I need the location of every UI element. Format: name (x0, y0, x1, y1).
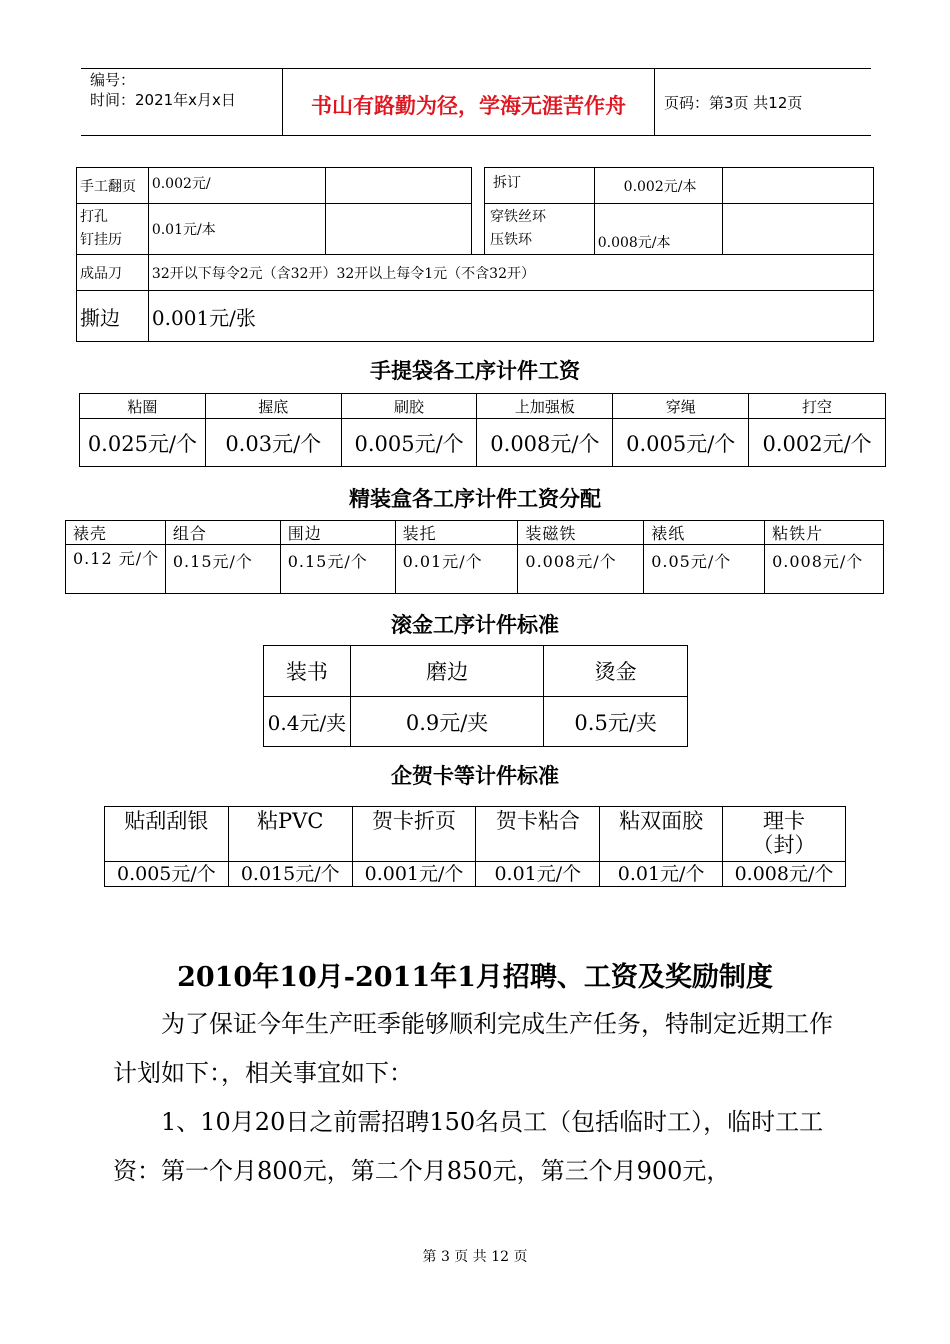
giftbox-rates-table (65, 520, 884, 594)
handbag-header-cell: 握底 (205, 394, 341, 419)
manual-flip-label: 手工翻页 (77, 168, 149, 204)
gilding-value-cell: 0.5元/夹 (544, 697, 688, 747)
handbag-value-cell: 0.005元/个 (613, 419, 749, 467)
punch-label-line2: 钉挂历 (80, 232, 122, 248)
wire-label-cell (485, 204, 595, 255)
handbag-section-title: 手提袋各工序计件工资 (370, 358, 580, 383)
cards-value-cell: 0.01元/个 (476, 862, 600, 887)
empty-cell (326, 204, 472, 255)
giftbox-header-cell: 装托 (395, 521, 518, 545)
tear-price: 0.001元/张 (148, 291, 873, 342)
giftbox-header-cell: 裱壳 (66, 521, 166, 545)
giftbox-header-cell: 组合 (165, 521, 280, 545)
paragraph-text: 1、10月20日之前需招聘150名员工（包括临时工），临时工工资：第一个月800元，第二个月850元，第三个月900元， (113, 1108, 824, 1185)
header-motto: 书山有路勤为径，学海无涯苦作舟 (311, 94, 626, 118)
gilding-value-cell: 0.9元/夹 (350, 697, 544, 747)
giftbox-header-cell: 裱纸 (644, 521, 765, 545)
cards-header-cell: 贺卡粘合 (476, 807, 600, 862)
header-divider-right (654, 68, 655, 136)
handbag-value-cell: 0.03元/个 (205, 419, 341, 467)
document-date-label: 时间：2021年x月x日 (90, 91, 236, 109)
handbag-value-cell: 0.002元/个 (749, 419, 886, 467)
handbag-value-cell: 0.008元/个 (477, 419, 613, 467)
wire-label-line2: 压铁环 (490, 232, 532, 248)
cards-header-cell: 粘双面胶 (600, 807, 723, 862)
body-paragraph (113, 1000, 838, 1098)
knife-label: 成品刀 (77, 255, 149, 291)
punch-label-cell (77, 204, 149, 255)
giftbox-value-cell: 0.15元/个 (280, 545, 395, 594)
cards-header-cell: 粘PVC (228, 807, 352, 862)
header-bottom-rule (81, 135, 871, 136)
cards-value-cell: 0.001元/个 (352, 862, 476, 887)
giftbox-header-cell: 装磁铁 (518, 521, 644, 545)
giftbox-value-cell: 0.12 元/个 (66, 545, 166, 594)
handbag-rates-table (79, 393, 886, 467)
cards-section-title: 企贺卡等计件标准 (391, 763, 559, 788)
policy-title: 2010年10月-2011年1月招聘、工资及奖励制度 (177, 962, 773, 993)
giftbox-value-cell: 0.05元/个 (644, 545, 765, 594)
empty-cell (723, 168, 874, 204)
handbag-header-cell: 打空 (749, 394, 886, 419)
empty-cell (723, 204, 874, 255)
giftbox-section-title: 精装盒各工序计件工资分配 (349, 486, 601, 511)
handbag-value-cell: 0.005元/个 (341, 419, 477, 467)
cards-header-cell: 理卡（封） (723, 807, 846, 862)
header-page-number: 页码：第3页 共12页 (664, 94, 803, 112)
punch-price: 0.01元/本 (148, 204, 326, 255)
cards-value-cell: 0.015元/个 (228, 862, 352, 887)
giftbox-header-cell: 粘铁片 (765, 521, 884, 545)
body-paragraph (113, 1098, 838, 1196)
cards-value-cell: 0.01元/个 (600, 862, 723, 887)
handbag-header-cell: 穿绳 (613, 394, 749, 419)
giftbox-value-cell: 0.15元/个 (165, 545, 280, 594)
gilding-header-cell: 装书 (264, 646, 351, 697)
paragraph-text: 为了保证今年生产旺季能够顺利完成生产任务，特制定近期工作计划如下：，相关事宜如下： (113, 1010, 833, 1087)
stitch-label: 拆订 (485, 168, 595, 204)
handbag-header-cell: 粘圈 (80, 394, 206, 419)
wire-label-line1: 穿铁丝环 (490, 209, 546, 225)
handbag-value-cell: 0.025元/个 (80, 419, 206, 467)
document-number-label: 编号： (90, 71, 136, 89)
stitch-price: 0.002元/本 (594, 168, 723, 204)
tear-label: 撕边 (77, 291, 149, 342)
binding-rates-table-right (484, 167, 874, 255)
cards-header-cell: 贴刮刮银 (105, 807, 229, 862)
giftbox-value-cell: 0.008元/个 (518, 545, 644, 594)
binding-rates-table-bottom (76, 254, 874, 342)
knife-price: 32开以下每令2元（含32开）32开以上每令1元（不含32开） (148, 255, 873, 291)
empty-cell (326, 168, 472, 204)
gilding-section-title: 滚金工序计件标准 (391, 612, 559, 637)
punch-label-line1: 打孔 (80, 209, 108, 225)
gilding-header-cell: 磨边 (350, 646, 544, 697)
manual-flip-price: 0.002元/ (148, 168, 326, 204)
giftbox-header-cell: 围边 (280, 521, 395, 545)
cards-value-cell: 0.005元/个 (105, 862, 229, 887)
gilding-rates-table (263, 645, 688, 747)
binding-rates-table-left (76, 167, 472, 255)
cards-rates-table (104, 806, 846, 887)
wire-price: 0.008元/本 (594, 204, 723, 255)
header-top-rule (81, 68, 871, 69)
cards-header-cell: 贺卡折页 (352, 807, 476, 862)
gilding-header-cell: 烫金 (544, 646, 688, 697)
cards-value-cell: 0.008元/个 (723, 862, 846, 887)
gilding-value-cell: 0.4元/夹 (264, 697, 351, 747)
page-footer: 第 3 页 共 12 页 (422, 1249, 528, 1265)
giftbox-value-cell: 0.01元/个 (395, 545, 518, 594)
giftbox-value-cell: 0.008元/个 (765, 545, 884, 594)
handbag-header-cell: 上加强板 (477, 394, 613, 419)
handbag-header-cell: 刷胶 (341, 394, 477, 419)
